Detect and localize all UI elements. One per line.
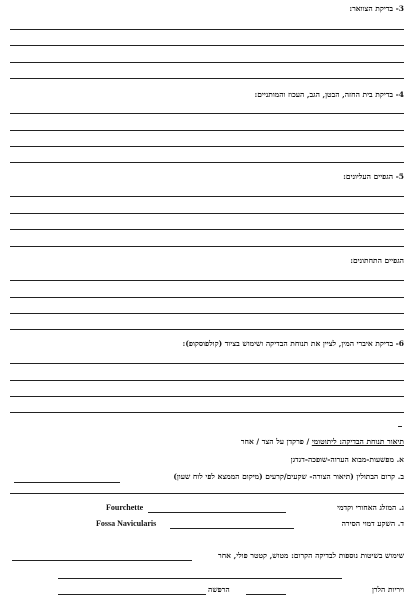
answer-line[interactable] <box>10 329 404 330</box>
answer-line[interactable] <box>10 412 404 413</box>
answer-line[interactable] <box>10 363 404 364</box>
answer-line[interactable] <box>10 45 404 46</box>
section-5b-title: הגפיים התחתונים: <box>350 256 404 265</box>
answer-line[interactable] <box>10 297 404 298</box>
answer-line[interactable] <box>10 113 404 114</box>
additional-methods: שימוש בשיטות נוספות לבדיקה הקרום: מטוש, קטטר פולי, אחר <box>218 551 404 560</box>
item-a: א. מפשעות-מבוא הערוה-שופכה-דגדגן <box>290 455 404 464</box>
exam-position-row <box>241 437 404 447</box>
answer-line[interactable] <box>10 229 404 230</box>
item-d-term: Fossa Navicularis <box>96 519 157 528</box>
item-b: ב. קרום הבתולין (תיאור הצורה- שקעים/קרעים (מיקום הממצא לפי לוח שעון) <box>173 472 404 481</box>
answer-line[interactable] <box>10 313 404 314</box>
item-c-label: ג. המזלג האחורי וקדמי <box>337 503 404 512</box>
staining-label: ויריות הלרן <box>371 585 404 594</box>
answer-line[interactable] <box>10 493 404 494</box>
answer-line[interactable] <box>10 78 404 79</box>
item-c-term: Fourchette <box>106 503 144 512</box>
answer-line[interactable] <box>10 246 404 247</box>
exam-position-label: תיאור תנוחת הבדיקה: ליתוטומי <box>311 437 404 446</box>
section-4-title: 4- בדיקת בית החזה, הבטן, הגב, העכוז והמותניים: <box>254 90 404 99</box>
answer-line[interactable] <box>10 196 404 197</box>
section-5-title: 5- הגפיים העליונים: <box>343 172 404 181</box>
answer-line[interactable] <box>10 146 404 147</box>
staining-blank[interactable] <box>246 594 286 595</box>
item-b-blank[interactable] <box>14 482 120 483</box>
item-d-blank[interactable] <box>170 528 294 529</box>
item-c-blank[interactable] <box>148 512 286 513</box>
rinse-blank[interactable] <box>58 594 206 595</box>
answer-line[interactable] <box>10 162 404 163</box>
answer-line[interactable] <box>10 280 404 281</box>
item-d-label: ד. השקע דמוי הסירה <box>341 519 404 528</box>
answer-line[interactable] <box>10 396 404 397</box>
section-3-title: 3- בדיקת הצוואר: <box>349 4 404 13</box>
dash-mark <box>398 426 402 427</box>
rinse-label: הרפשה <box>208 585 230 594</box>
answer-line[interactable] <box>10 62 404 63</box>
answer-line[interactable] <box>58 578 342 579</box>
answer-line[interactable] <box>10 380 404 381</box>
additional-methods-blank[interactable] <box>12 560 192 561</box>
answer-line[interactable] <box>10 213 404 214</box>
exam-position-options: / פרקדן על הצד / אחר <box>240 437 312 446</box>
section-6-title: 6- בדיקת איברי המין, לציין את תנוחת הבדיקה ושימוש בציוד (קולפוסקופ): <box>182 339 404 348</box>
answer-line[interactable] <box>10 29 404 30</box>
answer-line[interactable] <box>10 130 404 131</box>
